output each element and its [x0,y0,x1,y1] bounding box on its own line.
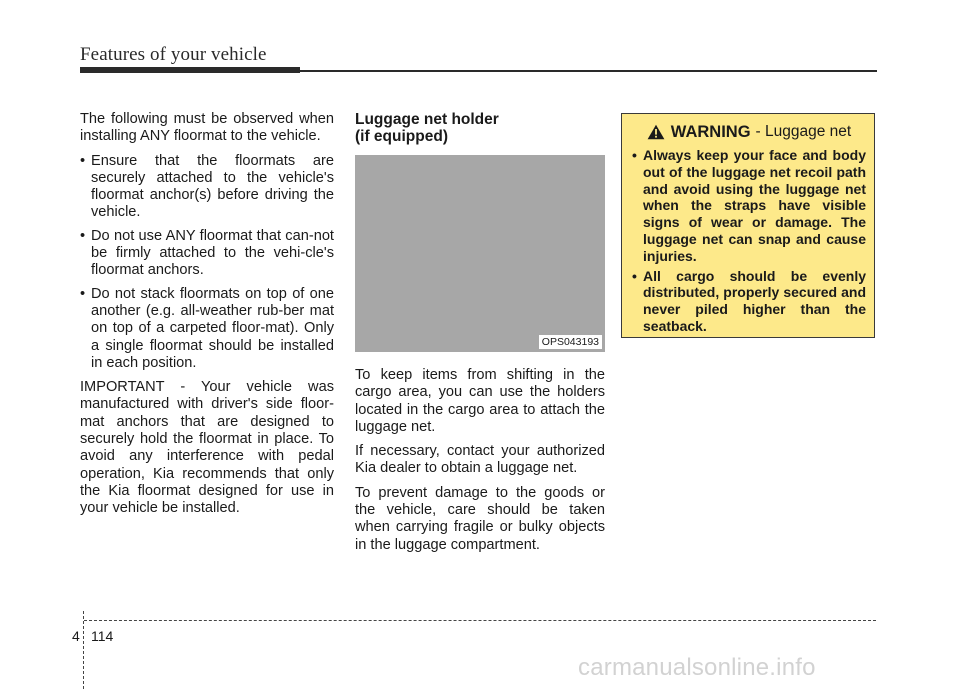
floormat-bullet: • Do not use ANY floormat that can-not be firmly attached to the vehi-cle's floormat anchors. [80,228,334,280]
footer-rule [84,620,876,621]
intro-paragraph: The following must be observed when installing ANY floormat to the vehicle. [80,111,334,145]
figure-code-label: OPS043193 [539,335,602,349]
body-paragraph: If necessary, contact your authorized Kia dealer to obtain a luggage net. [355,443,605,477]
warning-list [632,147,866,335]
warning-word: WARNING [670,122,751,141]
warning-item: • Always keep your face and body out of the luggage net recoil path and avoid using the luggage net when the straps have visible signs of wear or damage. The luggage net can snap and cause injuries. [632,147,866,265]
warning-box [621,113,875,338]
body-paragraph: To prevent damage to the goods or the vehicle, care should be taken when carrying fragile or bulky objects in the luggage compartment. [355,484,605,553]
luggage-net-figure [355,155,605,352]
page-number: 114 [91,628,114,644]
section-title [355,111,605,145]
section-title-line: Luggage net holder [355,111,499,128]
floormat-bullet-list [80,153,334,373]
important-paragraph: IMPORTANT - Your vehicle was manufactured with driver's side floor-mat anchors that are designed to securely hold the floormat in place. To avoid any interference with pedal operation, Kia recommends that only the Kia floormat designed for use in your vehicle be installed. [80,379,334,517]
section-title-line: (if equipped) [355,128,448,145]
left-column [80,111,334,525]
watermark-text: carmanualsonline.info [578,654,816,681]
body-paragraph: To keep items from shifting in the cargo area, you can use the holders located in the cargo area to attach the luggage net. [355,367,605,435]
floormat-bullet: • Ensure that the floormats are securely attached to the vehicle's floormat anchor(s) before driving the vehicle. [80,153,334,222]
floormat-bullet: • Do not stack floormats on top of one another (e.g. all-weather rub-ber mat on top of a carpeted floor-mat). Only a single floormat should be installed in each position. [80,286,334,372]
footer-divider [83,611,84,689]
warning-header [632,122,866,142]
warning-triangle-icon [647,124,665,140]
header-rule-thin [300,70,877,72]
page-header-title: Features of your vehicle [80,44,267,65]
header-rule-thick [80,67,300,73]
warning-item: • All cargo should be evenly distributed, properly secured and never piled higher than the seatback. [632,268,866,335]
warning-subject: - Luggage net [755,123,852,140]
chapter-number: 4 [72,628,80,644]
middle-column [355,111,605,561]
